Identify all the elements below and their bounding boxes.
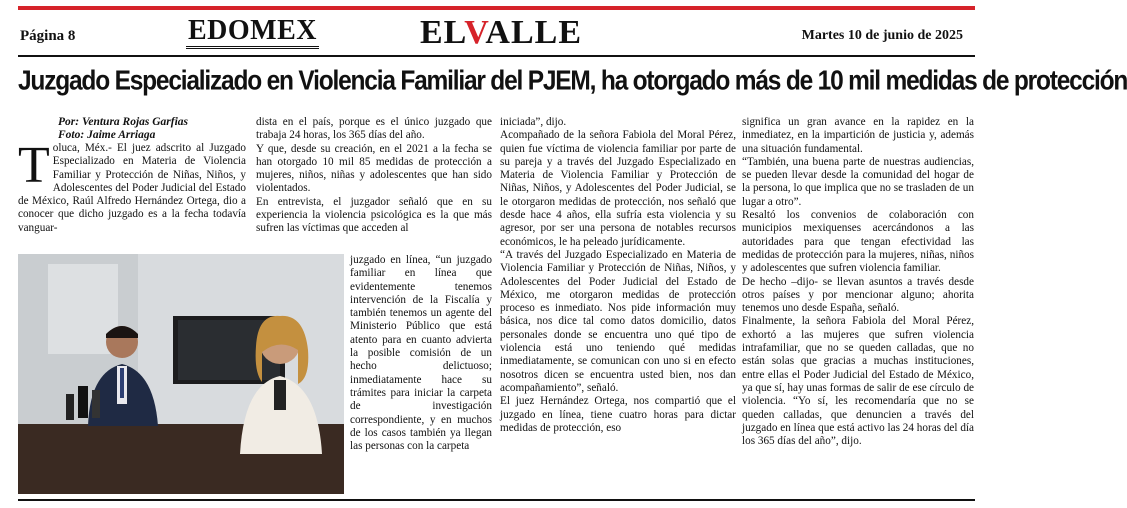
interview-photo-illustration <box>18 254 344 494</box>
col3-paragraph: iniciada”, dijo. <box>500 116 567 128</box>
col4-paragraph: Finalmente, la señora Fabiola del Moral Pérez, exhortó a las mujeres que sufren violencia intrafamiliar, que no se queden calladas, que no están solas que gracias a muchas instituciones, entre ellas el Poder Judicial del Estado de México, ya que sí, hay unas formas de salir de ese círculo de violencia. “Yo sí, les recomendaría que no se queden calladas, que denuncien a través del juzgado en línea que está activo las 24 horas del día los 365 días del año”, dijo. <box>742 315 974 448</box>
byline-author: Por: Ventura Rojas Garfias <box>58 116 189 128</box>
col3-paragraph: Acompañado de la señora Fabiola del Moral Pérez, quien fue víctima de violencia familiar por parte de su pareja y a través del Juzgado Especializado en Materia de Violencia Familiar y Protección de Niñas, Niños, y Adolescentes del Poder Judicial, se le otorgaron medidas de protección, nos señaló que desde hace 4 años, ella sufría esta violencia y su agresor, por ser una persona de notables recursos económicos, le ha peleado jurídicamente. <box>500 129 736 248</box>
top-red-bar <box>18 6 975 10</box>
issue-date: Martes 10 de junio de 2025 <box>801 28 963 43</box>
column-2 <box>256 116 492 236</box>
col4-paragraph: Resaltó los convenios de colaboración con municipios mexiquenses acercándonos a las autoridades para que tengan efectividad las medidas de protección para la mujeres, niñas, niños y adolescentes que sufren violencia familiar. <box>742 209 974 275</box>
col2-paragraph: dista en el país, porque es el único juzgado que trabaja 24 horas, los 365 días del año. <box>256 116 492 142</box>
article-photo <box>18 254 344 494</box>
column-2-wrap-text: juzgado en línea, “un juzgado familiar en línea que evidentemente tenemos intervención de la Fiscalía y también tenemos un agente del Ministerio Público que está atento para en cuanto advierta la posible comisión de un hecho delictuoso; inmediatamente hace su trámites para iniciar la carpeta de investigación correspondiente, y en muchos de los casos también ya llegan las personas con la carpeta <box>350 254 492 453</box>
column-4 <box>742 116 974 448</box>
column-1 <box>18 116 246 235</box>
col2-paragraph: En entrevista, el juzgador señaló que en su experiencia la violencia psicológica es la que más sufren las víctimas que acceden al <box>256 195 492 235</box>
column-3 <box>500 116 736 435</box>
col2-paragraph: Y que, desde su creación, en el 2021 a la fecha se han otorgado 10 mil 85 medidas de protección a mujeres, niños, niñas y adolescentes que han sido violentados. <box>256 142 492 195</box>
col4-paragraph: “También, una buena parte de nuestras audiencias, se pueden llevar desde la comunidad del hogar de la persona, lo que implica que no se trasladen de un lugar a otro”. <box>742 155 974 208</box>
col3-paragraph: El juez Hernández Ortega, nos compartió que el juzgado en línea, tiene cuatro horas para dictar medidas de protección, eso <box>500 395 736 434</box>
drop-cap: T <box>18 137 50 194</box>
byline-photo: Foto: Jaime Arriaga <box>58 129 156 141</box>
col4-paragraph: significa un gran avance en la rapidez en la inmediatez, en la impartición de justicia y, además una situación fundamental. <box>742 116 974 155</box>
footer-rule <box>18 499 975 501</box>
col3-paragraph: “A través del Juzgado Especializado en Materia de Violencia Familiar y Protección de Niñas, Niños, y Adolescentes del Poder Judicial del Estado de México, me otorgaron medidas de protección proceso es inmediato. Nos pide información muy básica, nos dice tal como datos domicilio, datos personales donde se encuentra uno qué tipo de violencia está uno teniendo qué medidas inmediatamente, se comunican con uno si en efecto nosotros dicen se encuentra usted bien, nos dan acompañamiento”, señaló. <box>500 248 736 394</box>
page-number: Página 8 <box>20 28 76 44</box>
header-rule <box>18 55 975 57</box>
newspaper-logo: ELVALLE <box>420 14 582 51</box>
col1-text: oluca, Méx.- El juez adscrito al Juzgado Especializado en Materia de Violencia Familiar y Protección de Niñas, Niños, y Adolescentes del Poder Judicial del Estado de México, Raúl Alfredo Hernández Ortega, dio a conocer que dicho juzgado es a la fecha todavía vanguar- <box>18 142 246 234</box>
col4-paragraph: De hecho –dijo- se llevan asuntos a través desde otros países y por mencionar alguno; ahorita tenemos uno desde España, señaló. <box>742 275 974 315</box>
section-title: EDOMEX <box>186 16 319 49</box>
article-headline: Juzgado Especializado en Violencia Familiar del PJEM, ha otorgado más de 10 mil medidas de protección <box>18 66 1127 97</box>
